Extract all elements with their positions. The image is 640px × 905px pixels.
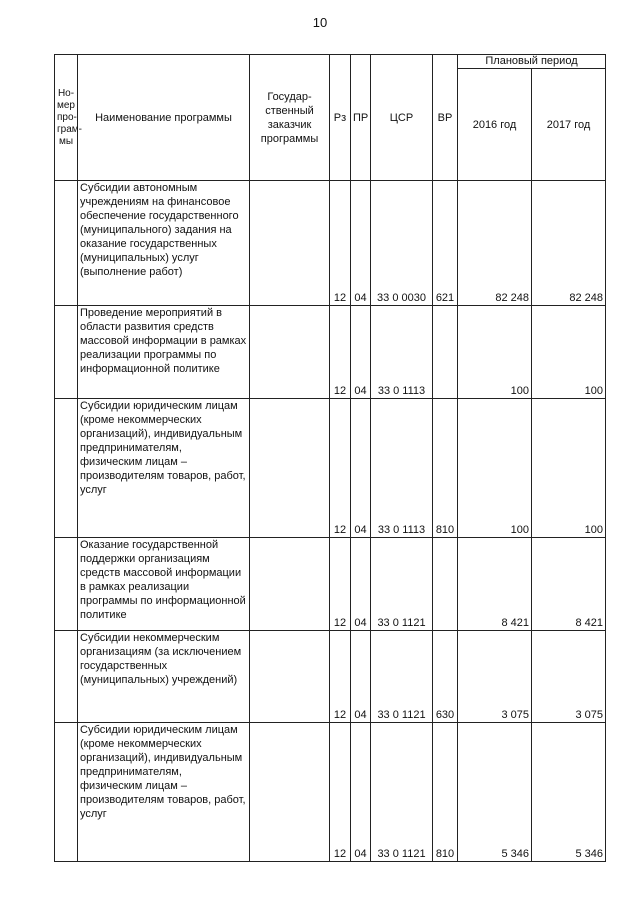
program-number-cell [55,306,78,399]
customer-cell [250,723,330,862]
amount-2016-cell: 100 [458,306,532,399]
header-customer: Государ-ственный заказчик программы [250,55,330,181]
amount-2017-cell: 82 248 [532,181,606,306]
vr-cell: 810 [433,723,458,862]
header-rz: Рз [330,55,351,181]
pr-cell: 04 [351,181,371,306]
program-name-cell: Субсидии некоммерческим организациям (за исключением государственных (муниципальных) учреждений) [78,631,250,723]
header-pr: ПР [351,55,371,181]
program-name-cell: Субсидии автономным учреждениям на финансовое обеспечение государственного (муниципального) задания на оказание государственных (муниципальных) услуг (выполнение работ) [78,181,250,306]
customer-cell [250,181,330,306]
program-number-cell [55,538,78,631]
pr-cell: 04 [351,306,371,399]
header-vr: ВР [433,55,458,181]
rz-cell: 12 [330,181,351,306]
table-row [55,181,606,306]
amount-2017-cell: 8 421 [532,538,606,631]
rz-cell: 12 [330,399,351,538]
program-number-cell [55,631,78,723]
header-year-2016: 2016 год [458,69,532,181]
header-program-name: Наименование программы [78,55,250,181]
csr-cell: 33 0 0030 [371,181,433,306]
header-year-2017: 2017 год [532,69,606,181]
header-plan-period: Плановый период [458,55,606,69]
csr-cell: 33 0 1113 [371,306,433,399]
header-csr: ЦСР [371,55,433,181]
vr-cell: 630 [433,631,458,723]
table-row [55,723,606,862]
customer-cell [250,399,330,538]
table-row [55,306,606,399]
amount-2017-cell: 5 346 [532,723,606,862]
amount-2016-cell: 5 346 [458,723,532,862]
vr-cell: 810 [433,399,458,538]
amount-2016-cell: 82 248 [458,181,532,306]
pr-cell: 04 [351,631,371,723]
table-row [55,538,606,631]
program-number-cell [55,399,78,538]
amount-2017-cell: 3 075 [532,631,606,723]
program-number-cell [55,723,78,862]
rz-cell: 12 [330,631,351,723]
budget-table [54,54,606,862]
rz-cell: 12 [330,306,351,399]
rz-cell: 12 [330,538,351,631]
vr-cell [433,306,458,399]
vr-cell [433,538,458,631]
program-number-cell [55,181,78,306]
customer-cell [250,538,330,631]
amount-2016-cell: 3 075 [458,631,532,723]
customer-cell [250,306,330,399]
program-name-cell: Проведение мероприятий в области развития средств массовой информации в рамках реализации программы по информационной политике [78,306,250,399]
csr-cell: 33 0 1121 [371,723,433,862]
csr-cell: 33 0 1121 [371,538,433,631]
amount-2016-cell: 8 421 [458,538,532,631]
csr-cell: 33 0 1121 [371,631,433,723]
table-row [55,399,606,538]
pr-cell: 04 [351,538,371,631]
table-row [55,631,606,723]
program-name-cell: Субсидии юридическим лицам (кроме некоммерческих организаций), индивидуальным предпринимателям, физическим лицам – производителям товаров, работ, услуг [78,399,250,538]
header-program-number: Но-мер про-грам-мы [55,55,78,181]
page-number: 10 [312,15,328,30]
pr-cell: 04 [351,399,371,538]
amount-2016-cell: 100 [458,399,532,538]
program-name-cell: Оказание государственной поддержки организациям средств массовой информации в рамках реализации программы по информационной политике [78,538,250,631]
program-name-cell: Субсидии юридическим лицам (кроме некоммерческих организаций), индивидуальным предпринимателям, физическим лицам – производителям товаров, работ, услуг [78,723,250,862]
vr-cell: 621 [433,181,458,306]
customer-cell [250,631,330,723]
csr-cell: 33 0 1113 [371,399,433,538]
amount-2017-cell: 100 [532,399,606,538]
rz-cell: 12 [330,723,351,862]
amount-2017-cell: 100 [532,306,606,399]
pr-cell: 04 [351,723,371,862]
